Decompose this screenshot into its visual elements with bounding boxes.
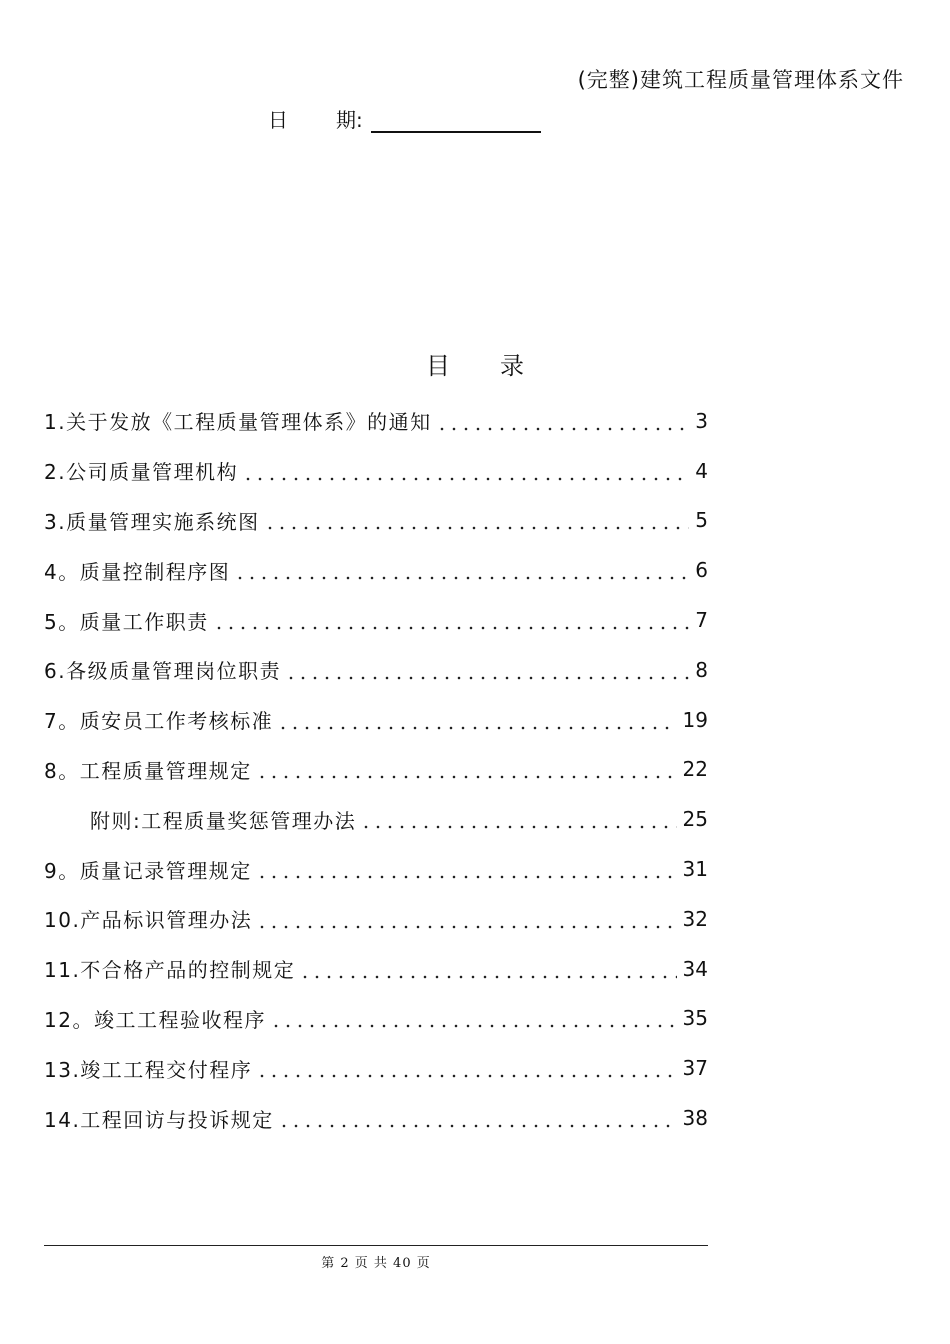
toc-item[interactable] [44,745,708,795]
toc-item[interactable] [44,595,708,645]
toc-item[interactable] [44,695,708,745]
toc-item-text: 3.质量管理实施系统图 [44,509,260,534]
toc-item-text: 10.产品标识管理办法 [44,908,253,933]
toc-item[interactable] [44,496,708,546]
toc-title: 目录 [426,352,574,380]
toc-item-page: 5 [695,508,708,533]
toc-item-page: 37 [682,1056,708,1081]
toc-item-text: 14.工程回访与投诉规定 [44,1107,274,1132]
toc-leader-dots [256,909,676,929]
toc-item[interactable] [44,944,708,994]
toc-leader-dots [264,510,690,530]
toc-item-page: 38 [682,1106,708,1131]
date-blank-line [371,109,541,133]
date-label-char-2: 期: [336,108,363,132]
toc-leader-dots [436,411,690,431]
toc-item-text: 1.关于发放《工程质量管理体系》的通知 [44,410,432,435]
toc-leader-dots [277,710,676,730]
toc-item-text: 9。质量记录管理规定 [44,858,252,883]
toc-item-page: 4 [695,458,708,483]
toc-leader-dots [213,610,690,630]
date-label-char-1: 日 [268,108,288,132]
toc-item-page: 32 [682,906,708,931]
toc-item-page: 22 [682,757,708,782]
toc-item[interactable] [44,894,708,944]
toc-leader-dots [278,1108,677,1128]
toc-item-text: 12。竣工工程验收程序 [44,1007,266,1032]
toc-leader-dots [299,959,676,979]
toc-item-text: 4。质量控制程序图 [44,559,231,584]
toc-item-text: 2.公司质量管理机构 [44,460,239,485]
toc-leader-dots [285,660,689,680]
toc-item[interactable] [44,545,708,595]
toc-leader-dots [360,809,676,829]
toc-leader-dots [256,859,677,879]
toc-leader-dots [242,461,689,481]
toc-item-text: 5。质量工作职责 [44,609,209,634]
toc-item[interactable] [44,994,708,1044]
toc-leader-dots [256,1058,676,1078]
toc-item-text: 6.各级质量管理岗位职责 [44,659,282,684]
toc-item-page: 35 [682,1006,708,1031]
toc-item-text: 11.不合格产品的控制规定 [44,958,296,983]
toc-item[interactable] [44,396,708,446]
toc-item-page: 7 [695,608,708,633]
toc-leader-dots [256,759,677,779]
toc-item-text: 附则:工程质量奖惩管理办法 [90,808,357,833]
date-row [268,104,541,133]
toc-item-appendix[interactable] [44,794,708,844]
toc-item-text: 7。质安员工作考核标准 [44,709,274,734]
date-label [268,104,363,133]
toc-leader-dots [270,1008,677,1028]
toc-item-page: 25 [682,807,708,832]
footer-page-info: 第 2 页 共 40 页 [321,1256,431,1271]
toc-leader-dots [234,560,689,580]
toc-item[interactable] [44,446,708,496]
toc-item-page: 8 [695,657,708,682]
toc-item-page: 31 [682,857,708,882]
toc-item[interactable] [44,1043,708,1093]
toc-item-text: 13.竣工工程交付程序 [44,1057,253,1082]
toc-item-page: 19 [682,707,708,732]
footer-divider [44,1245,708,1246]
toc-list [44,396,708,1143]
toc-item[interactable] [44,844,708,894]
toc-item[interactable] [44,645,708,695]
document-header-title: (完整)建筑工程质量管理体系文件 [577,68,904,92]
toc-item-page: 6 [695,558,708,583]
toc-item-page: 34 [682,956,708,981]
toc-item-text: 8。工程质量管理规定 [44,758,252,783]
toc-item[interactable] [44,1093,708,1143]
toc-item-page: 3 [695,408,708,433]
